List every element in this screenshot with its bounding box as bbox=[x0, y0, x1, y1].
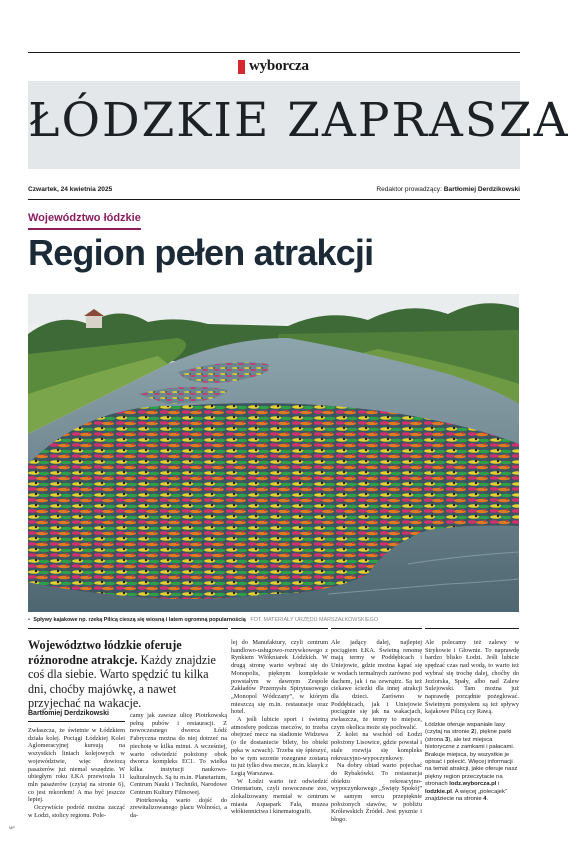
article-column-4 bbox=[331, 639, 422, 824]
article-column-3 bbox=[231, 639, 328, 816]
article-column-2 bbox=[130, 712, 227, 820]
link-lodz-wyborcza[interactable]: lodz.wyborcza.pl bbox=[449, 781, 497, 788]
paragraph: lej do Manufaktury, czyli centrum handlowo-usługowo-rozrywkowego z Rynkiem Włókniarek Łódzkich. W drugą stronę warto wybrać się do Monopolis, pięknym kompleksie powstałym w dawnym Zespole Zakładów Przemysłu Spirytusowego „Monopol Wódczany”, w którym mieszczą się m.in. restauracje oraz hotel. bbox=[231, 639, 328, 716]
dateline bbox=[28, 184, 520, 200]
paragraph: Piotrkowską warto dojść do zrewitalizowanego placu Wolności, a da- bbox=[130, 796, 227, 820]
paragraph: Zwłaszcza, że świetnie w Łódzkiem działa kolej. Pociągi Łódzkiej Kolei Aglomeracyjnej kursują na wszystkich liniach kolejowych w województwie, więc dowiozą pasażerów już niemal wszędzie. W ubiegłym roku ŁKA przewiozła 11 mln pasażerów (czytaj na stronie 6), co jest rekordem! A ma być jeszcze lepiej. bbox=[28, 727, 125, 804]
paragraph: W Łodzi warto też odwiedzić Orientarium, czyli nowoczesne zoo, zlokalizowany memiał w centrum miasta Aquapark Fala, muzea włókiennictwa i kinematografii. bbox=[231, 777, 328, 816]
article-headline: Region pełen atrakcji bbox=[28, 232, 374, 273]
paragraph: Na dobry obiad warto pojechać do Rybakówki. To restauracja obiektu rekreacyjno-wypoczynkowego „Święty Spokój” w samym sercu przepięknie położonych stawów, w pobliżu Królewskich Źródeł. Jest pysznie i błogo. bbox=[331, 762, 422, 824]
brand-name: wyborcza bbox=[249, 58, 309, 74]
column-rule bbox=[331, 628, 422, 629]
sidebar-note: Łódzkie oferuje wspaniałe lasy (czytaj na stronie 2), piękne parki (strona 3), ale też miejsca historyczne z zamkami i pałacami. Brakuje miejsca, by wszystkie je opisać i polecić. Więcej informacji na temat atrakcji, jakie oferuje nasz piękny region przeczytacie na stronach lodz.wyborcza.pl i lodzkie.pl. A więcej „polecajek” znajdziecie na stronie 4. bbox=[425, 722, 518, 803]
top-rule bbox=[28, 52, 520, 53]
caption-text: Spływy kajakowe np. rzeką Pilicą cieszą się wiosną i latem ogromną popularnością bbox=[33, 617, 246, 623]
paragraph: Ale jadący dalej, najlepiej pociągiem ŁKA. Świetną renomę mają termy w Poddębicach i Uniejowie, gdzie można kąpać się w wodach termalnych zarówno pod dachem, jak i na zewnątrz. Są też ciekawe ścieżki dla innej atrakcji dla dzieci. Zarówno w Poddębicach, jak i Uniejowie pociągnie się jak na wakacjach, zwłaszcza, że termy to miejsce, czym okolica może się pochwalić. bbox=[331, 639, 422, 731]
section-label[interactable]: Województwo łódzkie bbox=[28, 212, 141, 224]
link-lodzkie[interactable]: lodzkie.pl bbox=[425, 788, 452, 795]
paragraph: Z kolei na wschód od Łodzi położony Lisowice, gdzie powstał i stale rozwija się kompleks rekreacyjno-wypoczynkowy. bbox=[331, 731, 422, 762]
article-author: Bartłomiej Derdzikowski bbox=[28, 710, 109, 717]
article-lead bbox=[28, 638, 228, 711]
author-rule bbox=[28, 721, 125, 722]
issue-date: Czwartek, 24 kwietnia 2025 bbox=[28, 186, 113, 193]
brand-mark-icon bbox=[238, 60, 245, 74]
editor-label: Redaktor prowadzący: bbox=[376, 186, 442, 193]
caption-bullet-icon: • bbox=[28, 617, 30, 623]
photo-caption bbox=[28, 617, 378, 623]
paragraph: camy jak zawsze ulicę Piotrkowską pełną pubów i restauracji. Z nowoczesnego dworca Łódź Fabryczna można do niej dotrzeć na piechotę w kilka minut. A wcześniej, warto odwiedzić położony obok dworca kompleks EC1. To wielka kilka instytucji naukowo-kulturalnych. Są tu m.in. Planetarium, Centrum Nauki i Techniki, Narodowe Centrum Kultury Filmowej. bbox=[130, 712, 227, 797]
paragraph: Ale polecamy też zalewy w Strykowie i Głownie. To naprawdę bardzo blisko Łodzi. Jeśli lubicie spędzać czas nad wodą, to warto też wybrać się trochę dalej, choćby do Jeziorska, Spały, albo nad Zalew Sulejowski. Tam można już naprawdę porządnie pożeglować. Świetnym pomysłem są też spływy kajakowe Pilicą czy Rawą. bbox=[425, 639, 519, 716]
masthead-title: ŁÓDZKIE ZAPRASZA bbox=[28, 93, 570, 148]
paragraph: Oczywiście podróż można zacząć w Łodzi, stolicy regionu. Pole- bbox=[28, 804, 125, 819]
kayaks-photo bbox=[28, 294, 519, 612]
caption-credit: FOT. MATERIAŁY URZĘDU MARSZAŁKOWSKIEGO bbox=[250, 617, 379, 623]
section-underline bbox=[28, 228, 141, 230]
page-marker: MP bbox=[9, 825, 15, 830]
column-rule bbox=[231, 628, 328, 629]
lead-text: Każdy znajdzie coś dla siebie. Warto spędzić tu kilka dni, choćby majówkę, a nawet przyjechać na wakacje. bbox=[28, 652, 216, 711]
brand-logo[interactable] bbox=[238, 58, 309, 75]
lead-bold: Województwo łódzkie oferuje różnorodne atrakcje. bbox=[28, 638, 182, 667]
article-column-5 bbox=[425, 639, 519, 804]
paragraph: A jeśli lubicie sport i świetną atmosferę podczas meczów, to trzeba obejrzeć mecz na stadionie Widzewa (o ile dostaniecie bilety, bo obiekt pęka w szwach). Trzeba się śpieszyć, bo w tym sezonie rozegrane zostaną tu już tylko dwa mecze, m.in. klasyk z Legią Warszawa. bbox=[231, 716, 328, 777]
editor-name: Bartłomiej Derdzikowski bbox=[443, 186, 520, 193]
lead-rule bbox=[28, 628, 228, 629]
editor-credit bbox=[376, 186, 520, 193]
article-column-1 bbox=[28, 727, 125, 819]
column-rule bbox=[425, 628, 519, 629]
